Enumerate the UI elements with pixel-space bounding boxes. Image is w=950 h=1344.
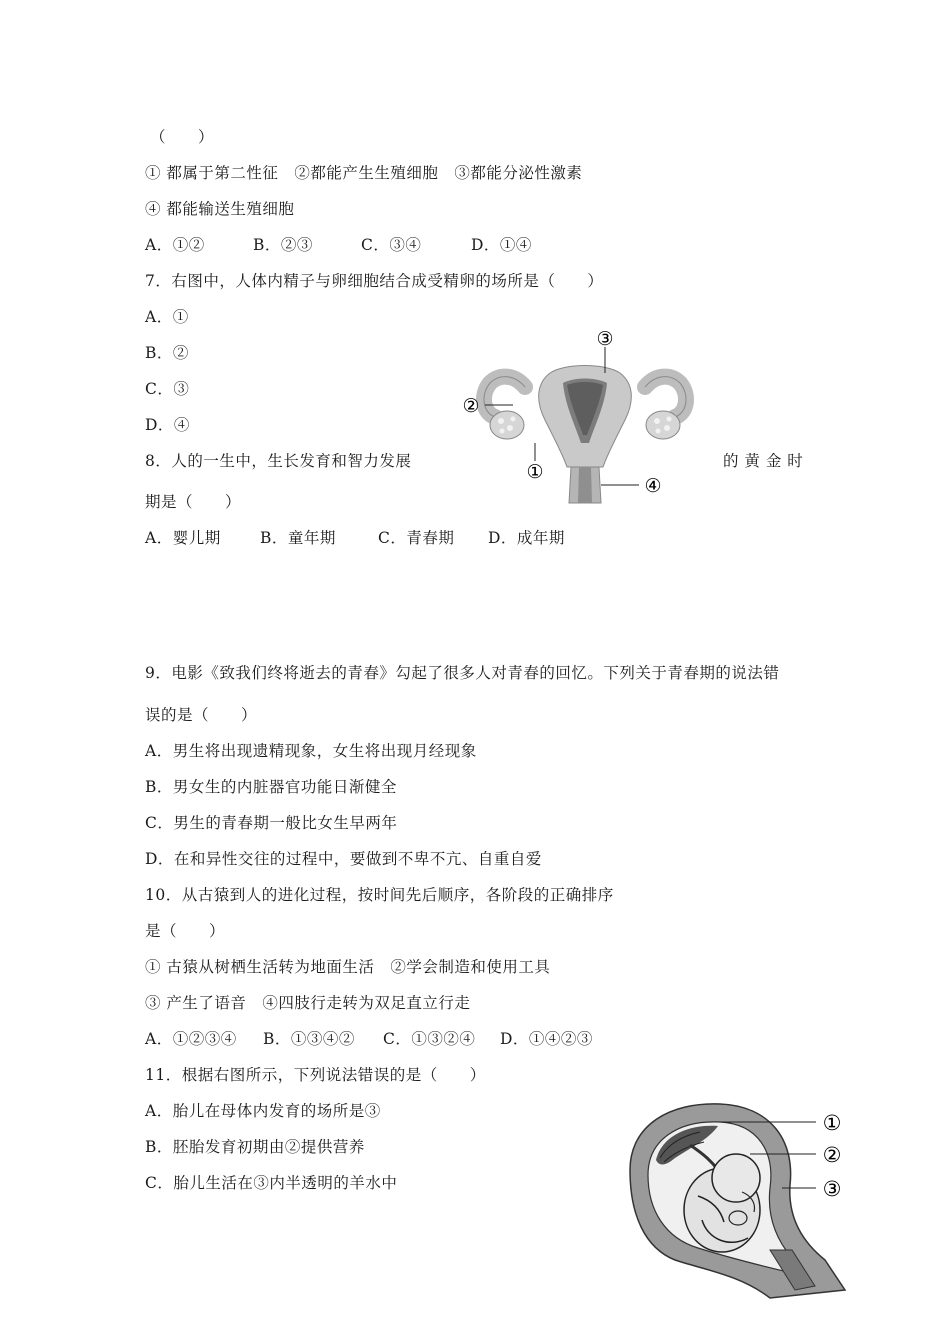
q8-options — [145, 528, 565, 548]
q7-option-c[interactable]: C．③ — [145, 380, 190, 398]
q9-option-d[interactable]: D．在和异性交往的过程中，要做到不卑不亢、自重自爱 — [145, 850, 542, 868]
q10-option-c[interactable]: C．①③②④ — [383, 1030, 476, 1048]
question-9-line1: 9．电影《致我们终将逝去的青春》勾起了很多人对青春的回忆。下列关于青春期的说法错 — [145, 664, 780, 682]
q11-option-c[interactable]: C．胎儿生活在③内半透明的羊水中 — [145, 1174, 398, 1192]
question-8-part3: 期是（ ） — [145, 493, 242, 511]
question-10-line1: 10．从古猿到人的进化过程，按时间先后顺序，各阶段的正确排序 — [145, 886, 614, 904]
question-7: 7．右图中，人体内精子与卵细胞结合成受精卵的场所是（ ） — [145, 272, 604, 290]
question-10-line2: 是（ ） — [145, 922, 226, 940]
q10-options — [145, 1029, 593, 1049]
question-9-line2: 误的是（ ） — [145, 706, 258, 724]
question-10-stages-1: ① 古猿从树栖生活转为地面生活 ②学会制造和使用工具 — [145, 958, 551, 976]
q11-option-a[interactable]: A．胎儿在母体内发育的场所是③ — [145, 1102, 381, 1120]
label-4: ④ — [644, 475, 662, 497]
q9-option-a[interactable]: A．男生将出现遗精现象，女生将出现月经现象 — [145, 742, 477, 760]
female-reproductive-diagram — [455, 325, 715, 510]
q10-option-d[interactable]: D．①④②③ — [500, 1030, 593, 1048]
answer-bracket: （ ） — [150, 128, 215, 146]
fetus-illustration — [620, 1100, 860, 1300]
statement-line-2: ④ 都能输送生殖细胞 — [145, 200, 295, 218]
q8-option-a[interactable]: A．婴儿期 — [145, 529, 221, 547]
uterus-illustration — [455, 325, 715, 510]
q7-option-b[interactable]: B．② — [145, 344, 189, 362]
fetus-in-uterus-diagram — [620, 1100, 860, 1300]
q6-options — [145, 235, 532, 255]
q6-option-d[interactable]: D．①④ — [471, 236, 532, 254]
fetus-label-3: ③ — [822, 1177, 842, 1201]
label-3: ③ — [596, 328, 614, 350]
q10-option-a[interactable]: A．①②③④ — [145, 1030, 237, 1048]
q10-option-b[interactable]: B．①③④② — [263, 1030, 355, 1048]
question-10-stages-2: ③ 产生了语音 ④四肢行走转为双足直立行走 — [145, 994, 471, 1012]
q11-option-b[interactable]: B．胚胎发育初期由②提供营养 — [145, 1138, 365, 1156]
q6-option-b[interactable]: B．②③ — [253, 236, 313, 254]
q7-option-a[interactable]: A．① — [145, 308, 189, 326]
question-8-part2: 的 黄 金 时 — [723, 452, 804, 470]
q9-option-b[interactable]: B．男女生的内脏器官功能日渐健全 — [145, 778, 397, 796]
q6-option-a[interactable]: A．①② — [145, 236, 205, 254]
fetus-label-1: ① — [822, 1111, 842, 1135]
q8-option-b[interactable]: B．童年期 — [260, 529, 336, 547]
label-1: ① — [526, 461, 544, 483]
question-8-part1: 8．人的一生中，生长发育和智力发展 — [145, 452, 412, 470]
q6-option-c[interactable]: C．③④ — [361, 236, 422, 254]
q8-option-d[interactable]: D．成年期 — [488, 529, 565, 547]
q7-option-d[interactable]: D．④ — [145, 416, 190, 434]
label-2: ② — [462, 395, 480, 417]
q9-option-c[interactable]: C．男生的青春期一般比女生早两年 — [145, 814, 398, 832]
question-11: 11．根据右图所示，下列说法错误的是（ ） — [145, 1066, 486, 1084]
fetus-label-2: ② — [822, 1143, 842, 1167]
q8-option-c[interactable]: C．青春期 — [378, 529, 455, 547]
statement-line-1: ① 都属于第二性征 ②都能产生生殖细胞 ③都能分泌性激素 — [145, 164, 583, 182]
